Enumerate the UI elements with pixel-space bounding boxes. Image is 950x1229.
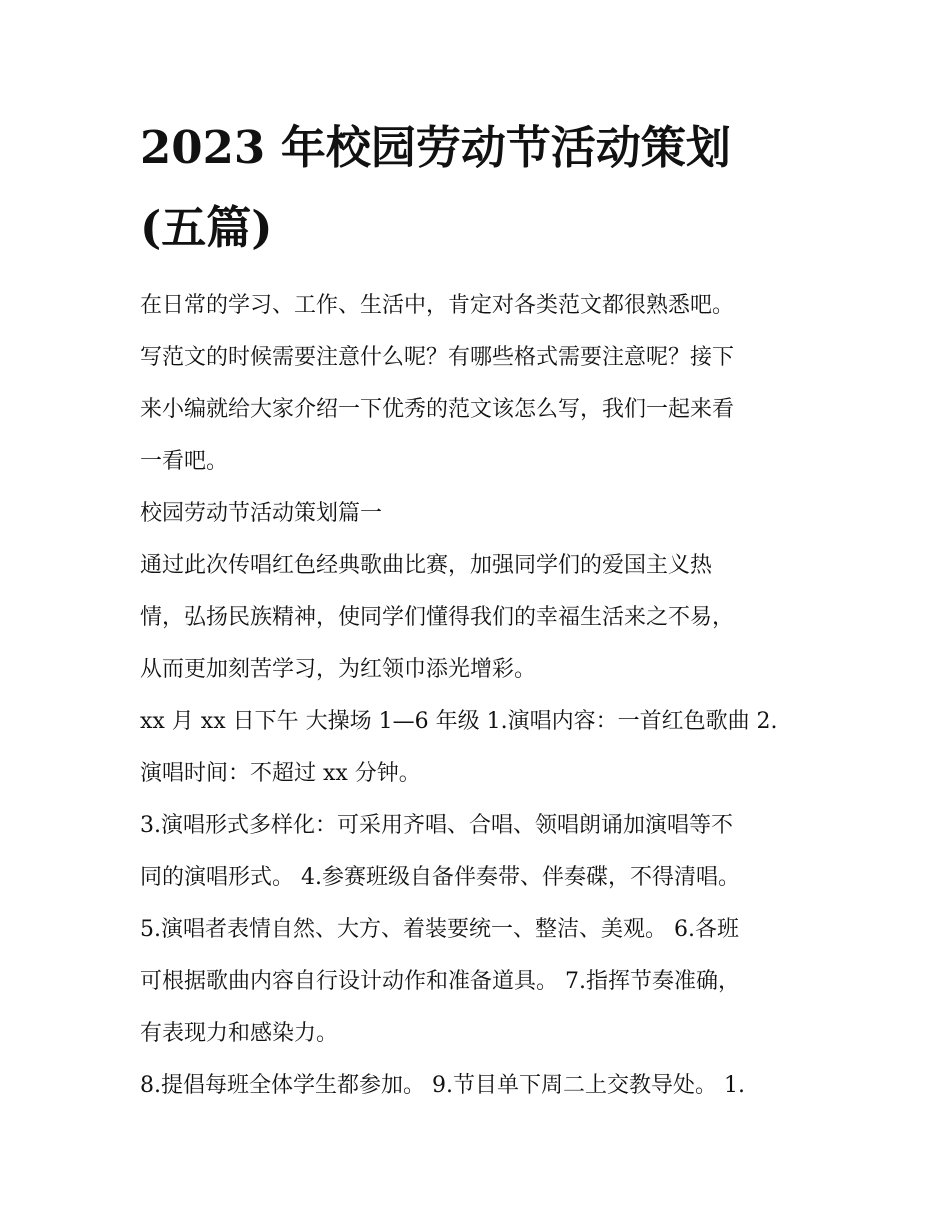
purpose-paragraph — [140, 540, 820, 696]
text-line: 演唱时间：不超过 xx 分钟。 — [140, 761, 421, 786]
text-line: 校园劳动节活动策划篇一 — [140, 501, 383, 526]
text-line: 来小编就给大家介绍一下优秀的范文该怎么写，我们一起来看 — [140, 397, 735, 422]
text-line: 可根据歌曲内容自行设计动作和准备道具。 7.指挥节奏准确， — [140, 969, 740, 994]
text-line: 有表现力和感染力。 — [140, 1021, 339, 1046]
text-line: 在日常的学习、工作、生活中，肯定对各类范文都很熟悉吧。 — [140, 293, 735, 318]
document-title — [140, 108, 820, 268]
text-line: xx 月 xx 日下午 大操场 1—6 年级 1.演唱内容：一首红色歌曲 2. — [140, 709, 778, 734]
title-line: 2023 年校园劳动节活动策划 — [140, 121, 731, 174]
text-line: 通过此次传唱红色经典歌曲比赛，加强同学们的爱国主义热 — [140, 553, 713, 578]
schedule-paragraph — [140, 696, 820, 800]
text-line: 从而更加刻苦学习，为红领巾添光增彩。 — [140, 657, 537, 682]
text-line: 3.演唱形式多样化：可采用齐唱、合唱、领唱朗诵加演唱等不 — [140, 813, 733, 838]
text-line: 5.演唱者表情自然、大方、着装要统一、整洁、美观。 6.各班 — [140, 917, 739, 942]
intro-paragraph — [140, 280, 820, 488]
notes-paragraph — [140, 1060, 820, 1112]
document-body — [140, 108, 820, 1112]
rules-paragraph — [140, 800, 820, 1060]
text-line: 一看吧。 — [140, 449, 229, 474]
text-line: 8.提倡每班全体学生都参加。 9.节目单下周二上交教导处。 1. — [140, 1073, 745, 1098]
section-heading — [140, 488, 820, 540]
text-line: 情，弘扬民族精神，使同学们懂得我们的幸福生活来之不易， — [140, 605, 735, 630]
text-line: 写范文的时候需要注意什么呢？有哪些格式需要注意呢？接下 — [140, 345, 735, 370]
title-line: (五篇) — [140, 201, 273, 254]
text-line: 同的演唱形式。 4.参赛班级自备伴奏带、伴奏碟，不得清唱。 — [140, 865, 740, 890]
